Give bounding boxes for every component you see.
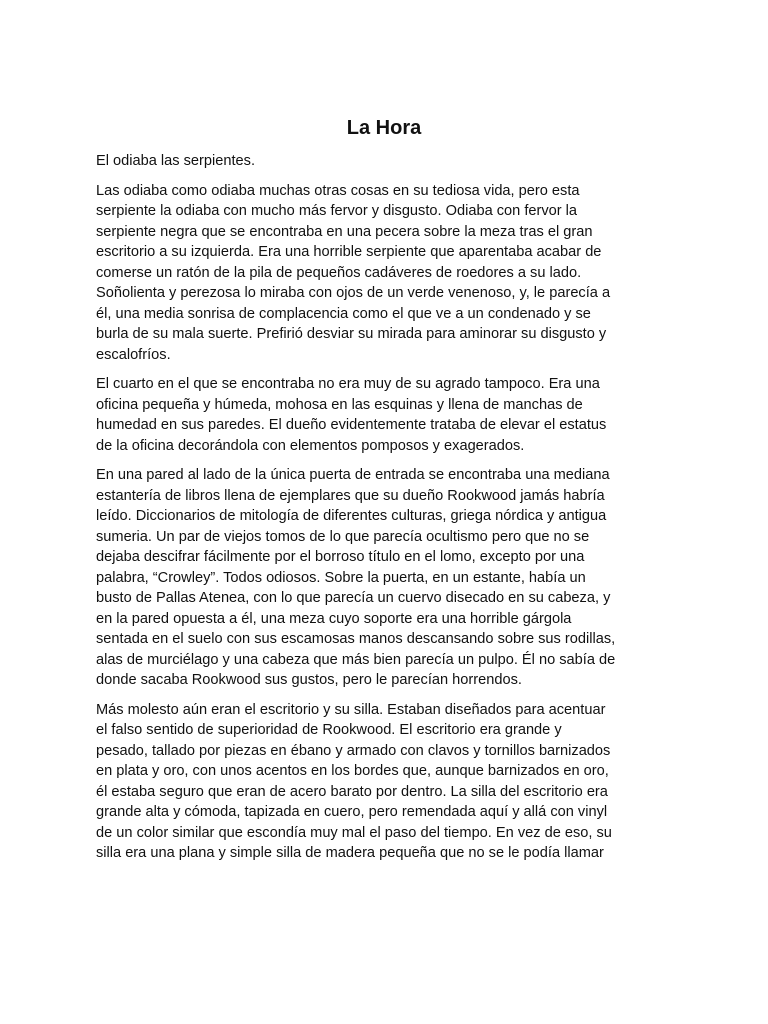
paragraph-1 xyxy=(96,151,664,172)
text-line: grande alta y cómoda, tapizada en cuero, pero remendada aquí y allá con vinyl xyxy=(96,804,608,820)
text-line: silla era una plana y simple silla de madera pequeña que no se le podía llamar xyxy=(96,845,604,861)
text-line: el falso sentido de superioridad de Rookwood. El escritorio era grande y xyxy=(96,722,562,738)
text-line: palabra, “Crowley”. Todos odiosos. Sobre la puerta, en un estante, había un xyxy=(96,569,586,586)
text-line: en plata y oro, con unos acentos en los bordes que, aunque barnizados en oro, xyxy=(96,763,609,779)
text-line: estantería de libros llena de ejemplares que su dueño Rookwood jamás habría xyxy=(96,487,605,504)
text-line: de un color similar que escondía muy mal el paso del tiempo. En vez de eso, su xyxy=(96,824,612,841)
text-line: en la pared opuesta a él, una meza cuyo soporte era una horrible gárgola xyxy=(96,610,572,627)
text-line: busto de Pallas Atenea, con lo que parecía un cuervo disecado en su cabeza, y xyxy=(96,590,611,606)
text-line: leído. Diccionarios de mitología de diferentes culturas, griega nórdica y antigua xyxy=(96,508,607,524)
paragraph-3 xyxy=(96,374,664,456)
text-line: En una pared al lado de la única puerta de entrada se encontraba una mediana xyxy=(96,467,610,483)
text-line: burla de su mala suerte. Prefirió desviar su mirada para aminorar su disgusto y xyxy=(96,326,607,342)
text-line: él, una media sonrisa de complacencia como el que ve a un condenado y se xyxy=(96,305,591,322)
text-line: humedad en sus paredes. El dueño evidentemente trataba de elevar el estatus xyxy=(96,417,607,433)
text-line: sumeria. Un par de viejos tomos de lo que parecía ocultismo pero que no se xyxy=(96,528,590,545)
text-line: serpiente la odiaba con mucho más fervor y disgusto. Odiaba con fervor la xyxy=(96,203,578,219)
text-line: donde sacaba Rookwood sus gustos, pero le parecían horrendos. xyxy=(96,672,522,688)
paragraph-4 xyxy=(96,465,664,691)
text-line: oficina pequeña y húmeda, mohosa en las esquinas y llena de manchas de xyxy=(96,396,583,413)
document-title: La Hora xyxy=(346,117,422,139)
text-line: comerse un ratón de la pila de pequeños cadáveres de roedores a su lado. xyxy=(96,264,582,281)
text-line: él estaba seguro que eran de acero barato por dentro. La silla del escritorio era xyxy=(96,783,608,800)
text-line: escritorio a su izquierda. Era una horrible serpiente que aparentaba acabar de xyxy=(96,244,602,260)
text-line: de la oficina decorándola con elementos pomposos y exagerados. xyxy=(96,437,525,454)
text-line: serpiente negra que se encontraba en una pecera sobre la meza tras el gran xyxy=(96,223,593,240)
paragraph-5 xyxy=(96,700,664,864)
text-line: alas de murciélago y una cabeza que más bien parecía un pulpo. Él no sabía de xyxy=(96,651,616,668)
text-line: dejaba descifrar fácilmente por el borroso título en el lomo, excepto por una xyxy=(96,549,585,565)
text-line: Soñolienta y perezosa lo miraba con ojos de un verde venenoso, y, le parecía a xyxy=(96,285,611,301)
text-line: escalofríos. xyxy=(96,346,171,363)
text-line: sentada en el suelo con sus escamosas manos descansando sobre sus rodillas, xyxy=(96,631,616,647)
document-body xyxy=(96,151,664,873)
text-line: Más molesto aún eran el escritorio y su silla. Estaban diseñados para acentuar xyxy=(96,701,606,718)
text-line: El cuarto en el que se encontraba no era muy de su agrado tampoco. Era una xyxy=(96,376,600,392)
paragraph-2 xyxy=(96,181,664,366)
text-line: Las odiaba como odiaba muchas otras cosas en su tediosa vida, pero esta xyxy=(96,182,580,199)
text-line: pesado, tallado por piezas en ébano y armado con clavos y tornillos barnizados xyxy=(96,742,611,759)
text-line: El odiaba las serpientes. xyxy=(96,153,256,169)
